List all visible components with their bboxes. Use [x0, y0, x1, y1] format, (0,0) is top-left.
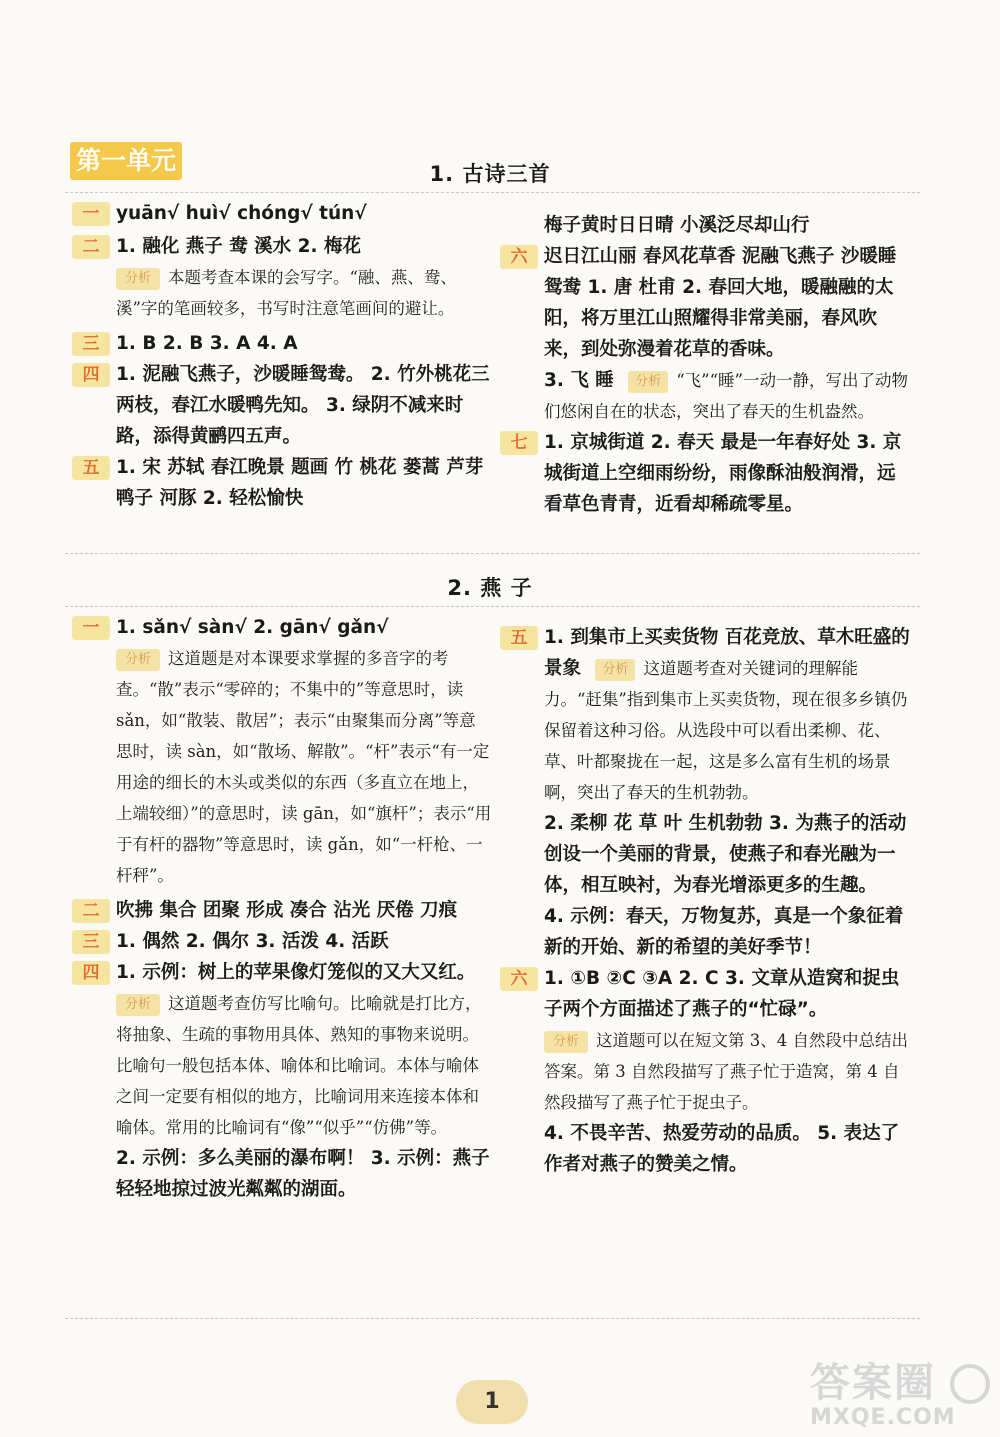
- section-1-left-column: [72, 198, 492, 514]
- answer-item: [500, 808, 912, 901]
- answer-text: 1. 示例：树上的苹果像灯笼似的又大又红。: [116, 962, 476, 983]
- answer-item: [500, 622, 912, 808]
- question-tag: 四: [72, 961, 110, 985]
- answer-item: [72, 198, 492, 229]
- analysis-note: [72, 988, 492, 1143]
- answer-text: 1. B 2. B 3. A 4. A: [116, 333, 298, 354]
- analysis-text: 这道题可以在短文第 3、4 自然段中总结出答案。第 3 自然段描写了燕子忙于造窝，第 4 自然段描写了燕子忙于捉虫子。: [544, 1031, 908, 1112]
- answer-item: [72, 957, 492, 988]
- answer-text: 1. 宋 苏轼 春江晚景 题画 竹 桃花 蒌蒿 芦芽 鸭子 河豚 2. 轻松愉快: [116, 457, 484, 509]
- answer-item: [500, 427, 912, 520]
- answer-item: [72, 328, 492, 359]
- answer-text: 1. ①B ②C ③A 2. C 3. 文章从造窝和捉虫子两个方面描述了燕子的“忙碌”。: [544, 968, 900, 1020]
- question-tag: 七: [500, 431, 538, 455]
- unit-badge: 第一单元: [70, 142, 182, 180]
- answer-item: [72, 359, 492, 452]
- section-title-1: 1. 古诗三首: [429, 162, 551, 186]
- analysis-text: 这道题考查对关键词的理解能力。“赶集”指到集市上买卖货物，现在很多乡镇仍保留着这种习俗。从选段中可以看出柔柳、花、草、叶都聚拢在一起，这是多么富有生机的场景啊，突出了春天的生机勃勃。: [544, 659, 908, 802]
- section-divider: [65, 192, 920, 193]
- analysis-note: [500, 1025, 912, 1118]
- watermark-logo: [810, 1360, 1000, 1437]
- answer-text: 2. 柔柳 花 草 叶 生机勃勃 3. 为燕子的活动创设一个美丽的背景，使燕子和春光融为一体，相互映衬，为春光增添更多的生趣。: [544, 813, 907, 896]
- question-tag: 四: [72, 363, 110, 387]
- answer-item: [500, 365, 912, 427]
- answer-text: 1. 偶然 2. 偶尔 3. 活泼 4. 活跃: [116, 931, 389, 952]
- answer-item: [72, 926, 492, 957]
- question-tag: 二: [72, 899, 110, 923]
- answer-item: [72, 612, 492, 643]
- section-divider: [65, 1318, 920, 1319]
- question-tag: 五: [500, 626, 538, 650]
- analysis-label: 分析: [544, 1031, 588, 1053]
- analysis-text: 这道题是对本课要求掌握的多音字的考查。“散”表示“零碎的；不集中的”等意思时，读 sǎn，如“散装、散居”；表示“由聚集而分离”等意思时，读 sàn，如“散场、解散”。“杆”表示“有一定用途的细长的木头或类似的东西（多直立在地上，上端较细）”的意思时，读 gān，如“旗杆”；表示“用于有杆的器物”等意思时，读 gǎn，如“一杆枪、一杆秤”。: [116, 649, 492, 885]
- answer-text: 4. 不畏辛苦、热爱劳动的品质。 5. 表达了作者对燕子的赞美之情。: [544, 1123, 900, 1175]
- answer-text: 4. 示例：春天，万物复苏，真是一个象征着新的开始、新的希望的美好季节！: [544, 906, 904, 958]
- question-tag: 一: [72, 202, 110, 226]
- question-tag: 五: [72, 456, 110, 480]
- section-title-2: 2. 燕 子: [447, 576, 533, 600]
- analysis-label: 分析: [595, 659, 635, 681]
- answer-item: [500, 963, 912, 1025]
- analysis-note: [544, 659, 907, 802]
- question-tag: 一: [72, 616, 110, 640]
- question-tag: 三: [72, 930, 110, 954]
- answer-item: [500, 241, 912, 365]
- analysis-text: 这道题考查仿写比喻句。比喻就是打比方，将抽象、生疏的事物用具体、熟知的事物来说明。比喻句一般包括本体、喻体和比喻词。本体与喻体之间一定要有相似的地方，比喻词用来连接本体和喻体。常用的比喻词有“像”“似乎”“仿佛”等。: [116, 994, 482, 1137]
- answer-text: 1. 泥融飞燕子，沙暖睡鸳鸯。 2. 竹外桃花三两枝，春江水暖鸭先知。 3. 绿阴不减来时路，添得黄鹂四五声。: [116, 364, 490, 447]
- answer-item: [72, 452, 492, 514]
- answer-item: [72, 1143, 492, 1205]
- analysis-label: 分析: [116, 994, 160, 1016]
- answer-text: 2. 示例：多么美丽的瀑布啊！ 3. 示例：燕子轻轻地掠过波光粼粼的湖面。: [116, 1148, 490, 1200]
- analysis-note: [72, 262, 492, 324]
- answer-item: [500, 1118, 912, 1180]
- analysis-label: 分析: [628, 371, 668, 393]
- answer-text: 3. 飞 睡: [544, 370, 614, 391]
- page-number: 1: [456, 1380, 528, 1424]
- answer-text: yuān√ huì√ chóng√ tún√: [116, 203, 367, 224]
- answer-text: 迟日江山丽 春风花草香 泥融飞燕子 沙暖睡鸳鸯 1. 唐 杜甫 2. 春回大地，暖融融的太阳，将万里江山照耀得非常美丽，春风吹来，到处弥漫着花草的香味。: [544, 246, 897, 360]
- watermark-icon: [950, 1364, 990, 1404]
- analysis-label: 分析: [116, 649, 160, 671]
- answer-text: 1. sǎn√ sàn√ 2. gān√ gǎn√: [116, 617, 389, 638]
- section-divider: [65, 553, 920, 554]
- question-tag: 六: [500, 245, 538, 269]
- analysis-text: “飞”“睡”一动一静，写出了动物们悠闲自在的状态，突出了春天的生机盎然。: [544, 371, 908, 421]
- answer-item: [500, 210, 912, 241]
- section-2-right-column: [500, 622, 912, 1180]
- watermark-line2: MXQE.COM: [810, 1405, 956, 1430]
- answer-text: 吹拂 集合 团聚 形成 凑合 沾光 厌倦 刀痕: [116, 900, 458, 921]
- section-1-right-column: [500, 210, 912, 520]
- answer-item: [500, 901, 912, 963]
- answer-text: 1. 京城街道 2. 春天 最是一年春好处 3. 京城街道上空细雨纷纷，雨像酥油般润滑，远看草色青青，近看却稀疏零星。: [544, 432, 902, 515]
- section-divider: [65, 606, 920, 607]
- question-tag: 六: [500, 967, 538, 991]
- answer-text: 1. 融化 燕子 鸯 溪水 2. 梅花: [116, 236, 361, 257]
- answer-text: 1. 到集市上买卖货物 百花竞放、草木旺盛的景象: [544, 627, 910, 679]
- answer-text: 梅子黄时日日晴 小溪泛尽却山行: [544, 215, 810, 236]
- section-2-left-column: [72, 612, 492, 1205]
- question-tag: 三: [72, 332, 110, 356]
- analysis-label: 分析: [116, 268, 160, 290]
- watermark-line1: 答案圈: [810, 1360, 936, 1406]
- question-tag: 二: [72, 235, 110, 259]
- answer-item: [72, 231, 492, 262]
- answer-item: [72, 895, 492, 926]
- analysis-note: [72, 643, 492, 891]
- analysis-text: 本题考查本课的会写字。“融、燕、鸯、溪”字的笔画较多，书写时注意笔画间的避让。: [116, 268, 457, 318]
